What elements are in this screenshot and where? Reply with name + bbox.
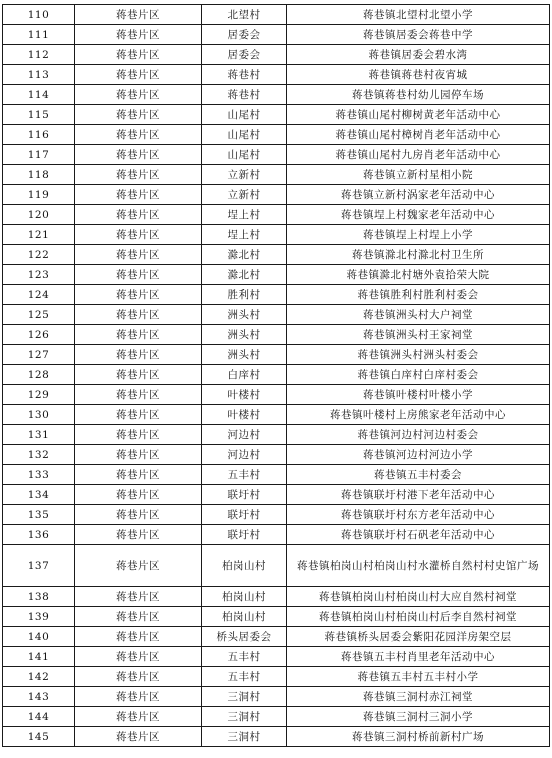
site-cell: 蒋巷镇滁北村滁北村卫生所 [287, 245, 550, 265]
village-cell: 立新村 [202, 165, 287, 185]
area-cell: 蒋巷片区 [75, 245, 202, 265]
site-cell: 蒋巷镇白庠村白庠村委会 [287, 365, 550, 385]
area-cell: 蒋巷片区 [75, 185, 202, 205]
site-cell: 蒋巷镇蒋巷村夜宵城 [287, 65, 550, 85]
table-row [3, 607, 550, 627]
row-number-cell: 129 [3, 385, 75, 405]
site-cell: 蒋巷镇洲头村大户祠堂 [287, 305, 550, 325]
area-cell: 蒋巷片区 [75, 105, 202, 125]
row-number-cell: 145 [3, 727, 75, 747]
area-cell: 蒋巷片区 [75, 365, 202, 385]
site-cell: 蒋巷镇立新村涡家老年活动中心 [287, 185, 550, 205]
site-cell: 蒋巷镇三洞村三洞小学 [287, 707, 550, 727]
table-row [3, 165, 550, 185]
village-cell: 滁北村 [202, 245, 287, 265]
table-body [3, 5, 550, 747]
table-row [3, 667, 550, 687]
village-cell: 埕上村 [202, 225, 287, 245]
row-number-cell: 121 [3, 225, 75, 245]
site-cell: 蒋巷镇桥头居委会紫阳花园洋房架空层 [287, 627, 550, 647]
village-cell: 柏岗山村 [202, 587, 287, 607]
table-row [3, 25, 550, 45]
area-cell: 蒋巷片区 [75, 707, 202, 727]
table-row [3, 425, 550, 445]
table-row [3, 185, 550, 205]
village-cell: 柏岗山村 [202, 545, 287, 587]
table-row [3, 465, 550, 485]
village-cell: 洲头村 [202, 345, 287, 365]
site-cell: 蒋巷镇北望村北望小学 [287, 5, 550, 25]
table-row [3, 345, 550, 365]
sites-table [2, 4, 550, 747]
row-number-cell: 127 [3, 345, 75, 365]
row-number-cell: 143 [3, 687, 75, 707]
site-cell: 蒋巷镇叶楼村叶楼小学 [287, 385, 550, 405]
row-number-cell: 131 [3, 425, 75, 445]
site-cell: 蒋巷镇胜利村胜利村委会 [287, 285, 550, 305]
row-number-cell: 124 [3, 285, 75, 305]
area-cell: 蒋巷片区 [75, 425, 202, 445]
site-cell: 蒋巷镇洲头村洲头村委会 [287, 345, 550, 365]
area-cell: 蒋巷片区 [75, 687, 202, 707]
table-row [3, 707, 550, 727]
row-number-cell: 132 [3, 445, 75, 465]
table-row [3, 727, 550, 747]
area-cell: 蒋巷片区 [75, 627, 202, 647]
area-cell: 蒋巷片区 [75, 285, 202, 305]
table-row [3, 687, 550, 707]
site-cell: 蒋巷镇联圩村石矾老年活动中心 [287, 525, 550, 545]
row-number-cell: 133 [3, 465, 75, 485]
area-cell: 蒋巷片区 [75, 385, 202, 405]
area-cell: 蒋巷片区 [75, 647, 202, 667]
village-cell: 联圩村 [202, 525, 287, 545]
row-number-cell: 118 [3, 165, 75, 185]
table-row [3, 45, 550, 65]
row-number-cell: 126 [3, 325, 75, 345]
site-cell: 蒋巷镇柏岗山村柏岗山村后李自然村祠堂 [287, 607, 550, 627]
village-cell: 三洞村 [202, 687, 287, 707]
village-cell: 居委会 [202, 25, 287, 45]
village-cell: 胜利村 [202, 285, 287, 305]
village-cell: 洲头村 [202, 325, 287, 345]
site-cell: 蒋巷镇三洞村赤江祠堂 [287, 687, 550, 707]
table-row [3, 125, 550, 145]
row-number-cell: 135 [3, 505, 75, 525]
area-cell: 蒋巷片区 [75, 205, 202, 225]
area-cell: 蒋巷片区 [75, 65, 202, 85]
area-cell: 蒋巷片区 [75, 505, 202, 525]
row-number-cell: 123 [3, 265, 75, 285]
row-number-cell: 119 [3, 185, 75, 205]
area-cell: 蒋巷片区 [75, 345, 202, 365]
site-cell: 蒋巷镇联圩村港下老年活动中心 [287, 485, 550, 505]
row-number-cell: 138 [3, 587, 75, 607]
row-number-cell: 114 [3, 85, 75, 105]
row-number-cell: 113 [3, 65, 75, 85]
table-row [3, 587, 550, 607]
village-cell: 三洞村 [202, 707, 287, 727]
site-cell: 蒋巷镇立新村星相小院 [287, 165, 550, 185]
site-cell: 蒋巷镇五丰村肖里老年活动中心 [287, 647, 550, 667]
area-cell: 蒋巷片区 [75, 465, 202, 485]
row-number-cell: 112 [3, 45, 75, 65]
village-cell: 三洞村 [202, 727, 287, 747]
row-number-cell: 136 [3, 525, 75, 545]
area-cell: 蒋巷片区 [75, 727, 202, 747]
area-cell: 蒋巷片区 [75, 225, 202, 245]
village-cell: 山尾村 [202, 145, 287, 165]
row-number-cell: 117 [3, 145, 75, 165]
site-cell: 蒋巷镇埕上村埕上小学 [287, 225, 550, 245]
area-cell: 蒋巷片区 [75, 525, 202, 545]
area-cell: 蒋巷片区 [75, 5, 202, 25]
village-cell: 山尾村 [202, 125, 287, 145]
table-row [3, 285, 550, 305]
row-number-cell: 125 [3, 305, 75, 325]
village-cell: 柏岗山村 [202, 607, 287, 627]
site-cell: 蒋巷镇居委会蒋巷中学 [287, 25, 550, 45]
site-cell: 蒋巷镇柏岗山村柏岗山村大应自然村祠堂 [287, 587, 550, 607]
table-row [3, 485, 550, 505]
area-cell: 蒋巷片区 [75, 325, 202, 345]
row-number-cell: 141 [3, 647, 75, 667]
village-cell: 联圩村 [202, 505, 287, 525]
area-cell: 蒋巷片区 [75, 125, 202, 145]
area-cell: 蒋巷片区 [75, 85, 202, 105]
village-cell: 白庠村 [202, 365, 287, 385]
area-cell: 蒋巷片区 [75, 587, 202, 607]
table-row [3, 65, 550, 85]
table-row [3, 445, 550, 465]
village-cell: 河边村 [202, 445, 287, 465]
table-row [3, 265, 550, 285]
site-cell: 蒋巷镇居委会碧水湾 [287, 45, 550, 65]
row-number-cell: 144 [3, 707, 75, 727]
row-number-cell: 111 [3, 25, 75, 45]
area-cell: 蒋巷片区 [75, 667, 202, 687]
village-cell: 桥头居委会 [202, 627, 287, 647]
row-number-cell: 115 [3, 105, 75, 125]
village-cell: 北望村 [202, 5, 287, 25]
village-cell: 蒋巷村 [202, 65, 287, 85]
site-cell: 蒋巷镇河边村河边小学 [287, 445, 550, 465]
village-cell: 河边村 [202, 425, 287, 445]
table-row [3, 5, 550, 25]
site-cell: 蒋巷镇滁北村塘外袁拾荣大院 [287, 265, 550, 285]
site-cell: 蒋巷镇山尾村樟树肖老年活动中心 [287, 125, 550, 145]
table-row [3, 225, 550, 245]
table-row [3, 245, 550, 265]
table-row [3, 365, 550, 385]
village-cell: 叶楼村 [202, 405, 287, 425]
village-cell: 联圩村 [202, 485, 287, 505]
row-number-cell: 134 [3, 485, 75, 505]
village-cell: 埕上村 [202, 205, 287, 225]
table-row [3, 105, 550, 125]
row-number-cell: 128 [3, 365, 75, 385]
table-row [3, 85, 550, 105]
table-row [3, 205, 550, 225]
area-cell: 蒋巷片区 [75, 305, 202, 325]
village-cell: 五丰村 [202, 667, 287, 687]
village-cell: 蒋巷村 [202, 85, 287, 105]
site-cell: 蒋巷镇三洞村桥前新村广场 [287, 727, 550, 747]
row-number-cell: 140 [3, 627, 75, 647]
village-cell: 五丰村 [202, 465, 287, 485]
site-cell: 蒋巷镇山尾村九房肖老年活动中心 [287, 145, 550, 165]
table-row [3, 325, 550, 345]
site-cell: 蒋巷镇五丰村五丰村小学 [287, 667, 550, 687]
row-number-cell: 130 [3, 405, 75, 425]
table-row [3, 505, 550, 525]
village-cell: 叶楼村 [202, 385, 287, 405]
area-cell: 蒋巷片区 [75, 405, 202, 425]
area-cell: 蒋巷片区 [75, 165, 202, 185]
row-number-cell: 110 [3, 5, 75, 25]
table-row [3, 647, 550, 667]
site-cell: 蒋巷镇柏岗山村柏岗山村水灌桥自然村村史馆广场 [287, 545, 550, 587]
area-cell: 蒋巷片区 [75, 265, 202, 285]
site-cell: 蒋巷镇联圩村东方老年活动中心 [287, 505, 550, 525]
area-cell: 蒋巷片区 [75, 485, 202, 505]
table-row [3, 525, 550, 545]
row-number-cell: 142 [3, 667, 75, 687]
table-row [3, 627, 550, 647]
table-row [3, 145, 550, 165]
table-row [3, 405, 550, 425]
area-cell: 蒋巷片区 [75, 145, 202, 165]
area-cell: 蒋巷片区 [75, 445, 202, 465]
row-number-cell: 120 [3, 205, 75, 225]
site-cell: 蒋巷镇埕上村魏家老年活动中心 [287, 205, 550, 225]
row-number-cell: 116 [3, 125, 75, 145]
table-row [3, 305, 550, 325]
table-row [3, 385, 550, 405]
site-cell: 蒋巷镇蒋巷村幼儿园停车场 [287, 85, 550, 105]
row-number-cell: 139 [3, 607, 75, 627]
site-cell: 蒋巷镇叶楼村上房熊家老年活动中心 [287, 405, 550, 425]
area-cell: 蒋巷片区 [75, 45, 202, 65]
row-number-cell: 137 [3, 545, 75, 587]
site-cell: 蒋巷镇五丰村委会 [287, 465, 550, 485]
site-cell: 蒋巷镇洲头村王家祠堂 [287, 325, 550, 345]
village-cell: 洲头村 [202, 305, 287, 325]
village-cell: 五丰村 [202, 647, 287, 667]
village-cell: 滁北村 [202, 265, 287, 285]
table-row [3, 545, 550, 587]
area-cell: 蒋巷片区 [75, 25, 202, 45]
village-cell: 立新村 [202, 185, 287, 205]
site-cell: 蒋巷镇河边村河边村委会 [287, 425, 550, 445]
area-cell: 蒋巷片区 [75, 545, 202, 587]
village-cell: 居委会 [202, 45, 287, 65]
village-cell: 山尾村 [202, 105, 287, 125]
area-cell: 蒋巷片区 [75, 607, 202, 627]
site-cell: 蒋巷镇山尾村柳树黄老年活动中心 [287, 105, 550, 125]
row-number-cell: 122 [3, 245, 75, 265]
